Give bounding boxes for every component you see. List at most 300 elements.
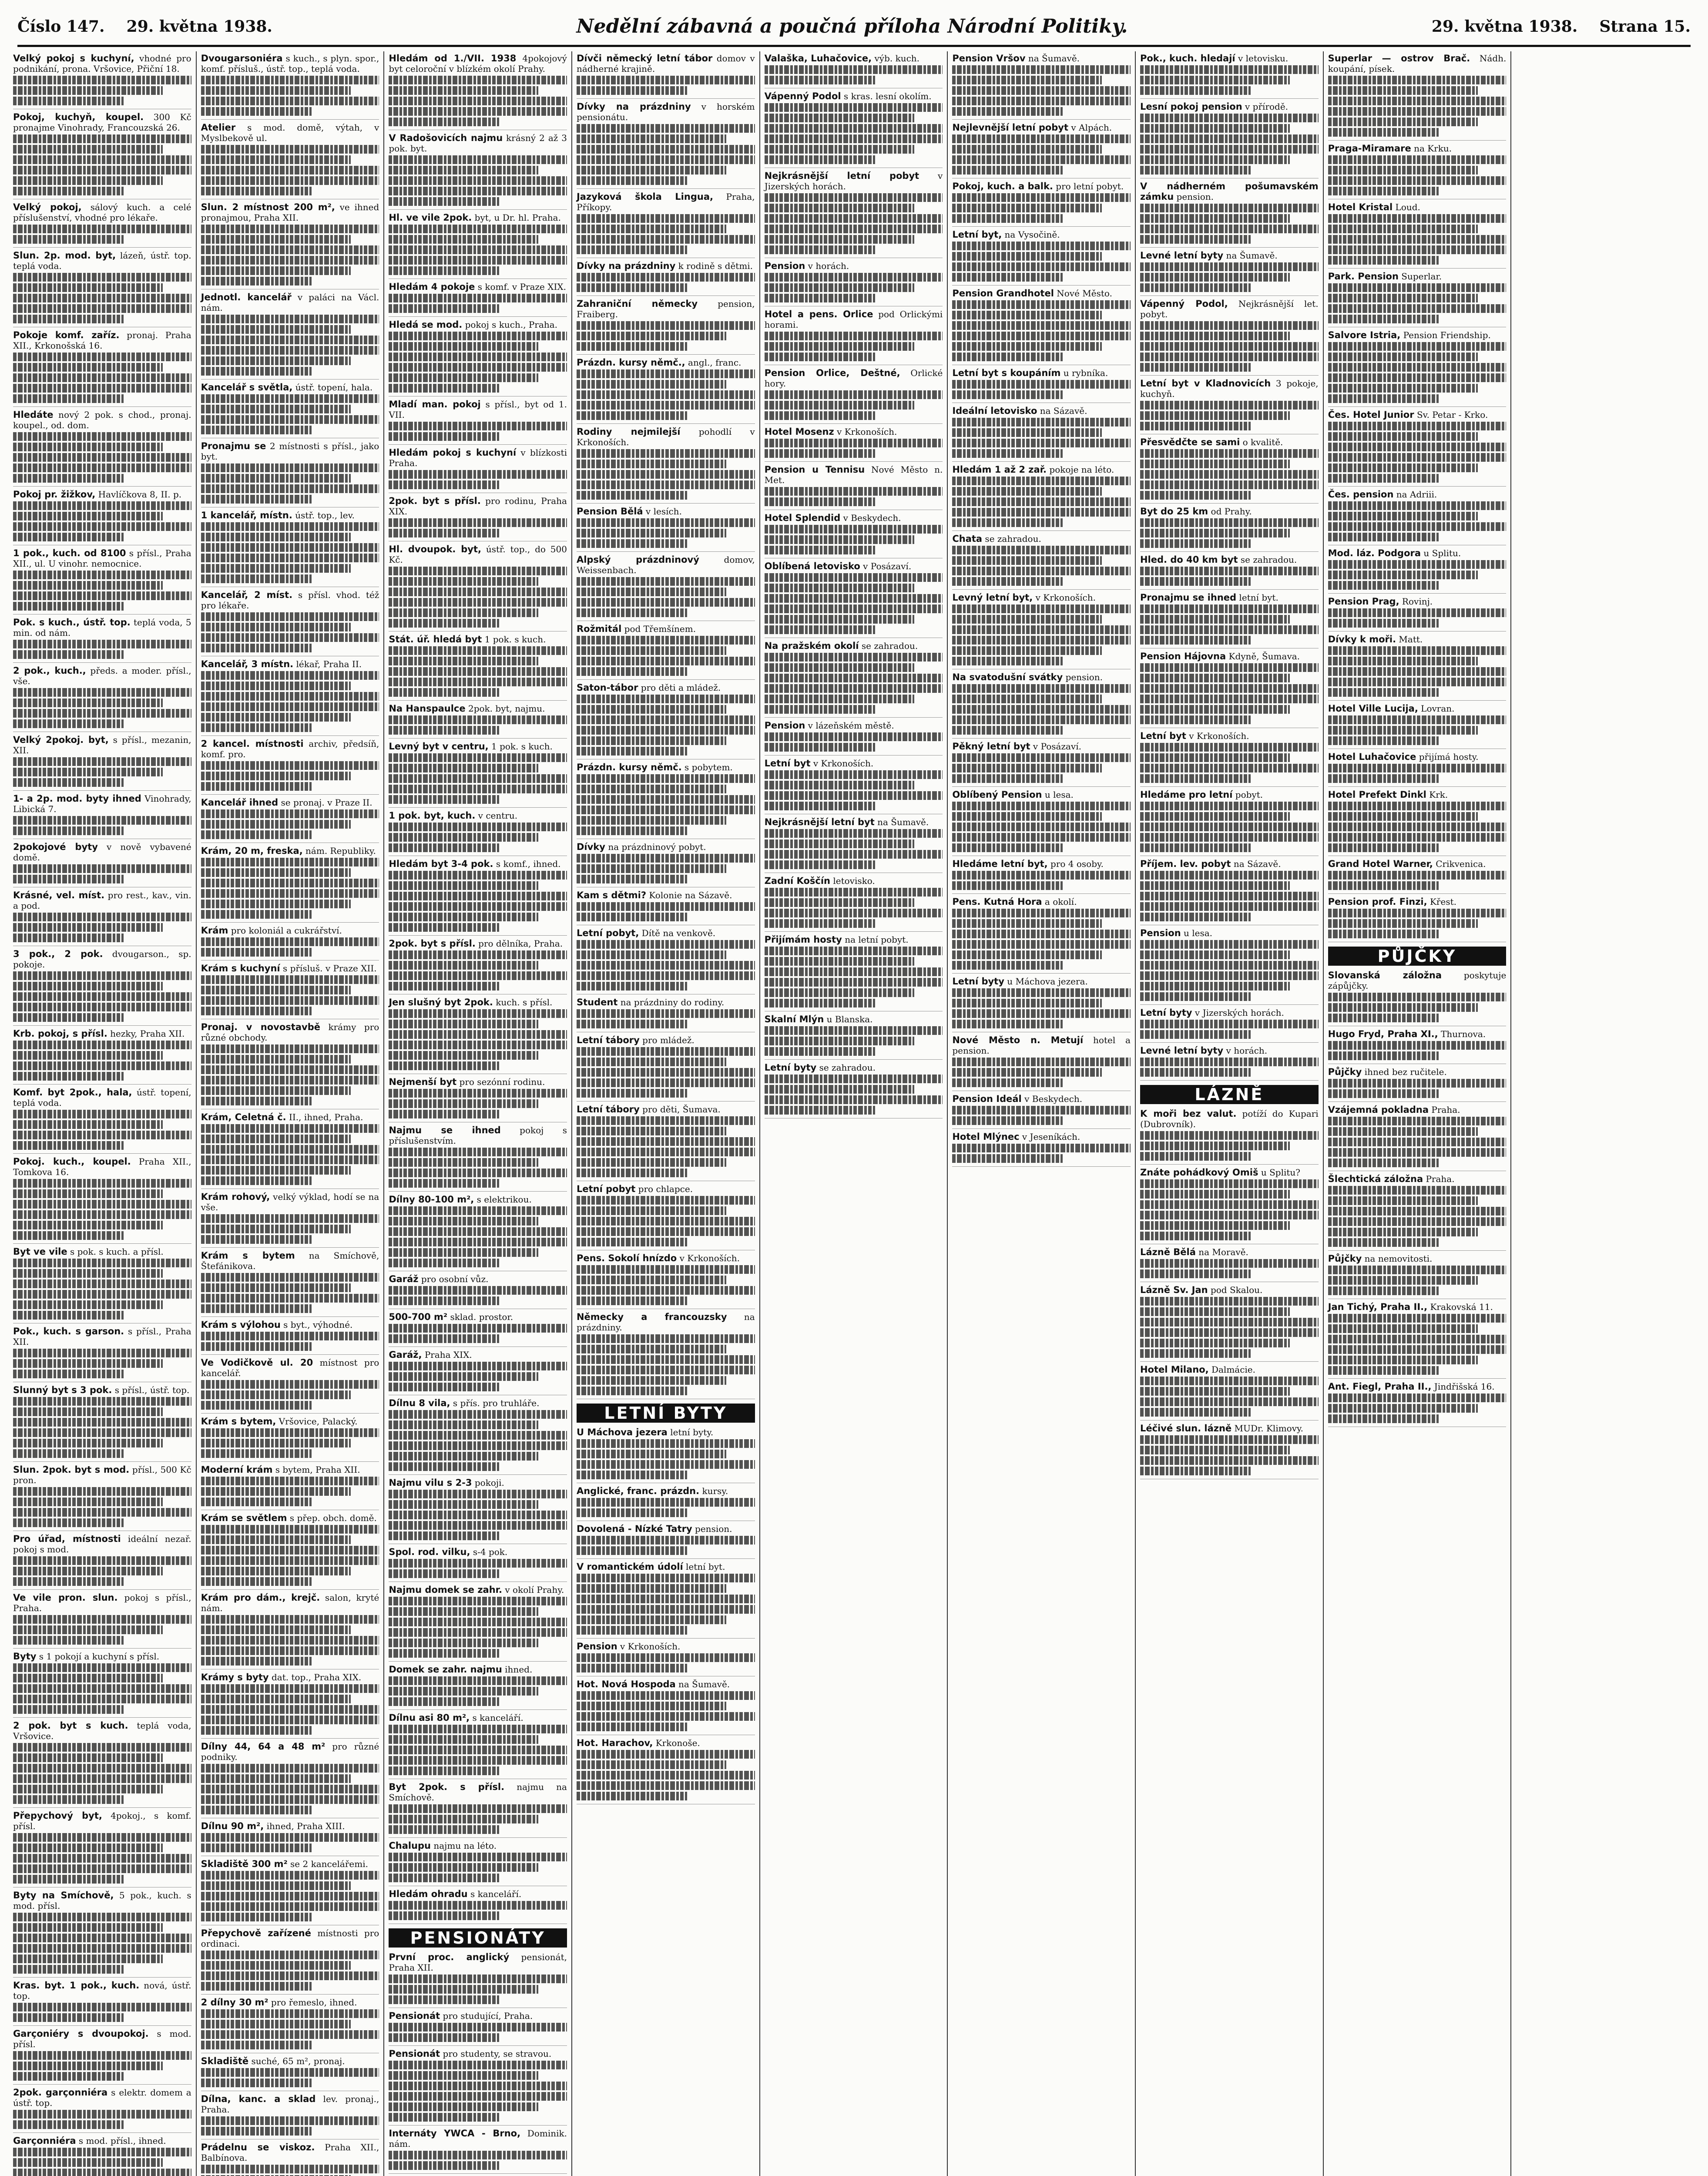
classified-ad <box>1328 1253 1507 1299</box>
ad-text: letovisko. <box>830 876 875 886</box>
ad-title: Mladí man. pokoj <box>389 399 481 410</box>
classified-ad <box>13 1246 191 1323</box>
ad-text: pod Orlickými horami. <box>764 309 943 330</box>
ad-body-lines <box>13 571 191 611</box>
classified-ad <box>13 793 191 839</box>
ad-title: Skladiště 300 m² <box>201 1859 288 1869</box>
ad-body-lines <box>952 684 1131 735</box>
ad-text: Dominik. nám. <box>389 2128 567 2149</box>
ad-title: Velký pokoj s kuchyní, <box>13 53 134 64</box>
classified-ad <box>577 1561 755 1639</box>
ad-title: Skladiště <box>201 2056 249 2066</box>
ad-text: ve ihned pronajmou, Praha XII. <box>201 202 379 223</box>
ad-body-lines <box>577 214 755 254</box>
classified-ad <box>13 202 191 248</box>
ad-body-lines <box>389 1901 567 1920</box>
ad-title: Pens. Kutná Hora <box>952 897 1042 907</box>
ad-text: salon, kryté nám. <box>201 1592 379 1613</box>
classified-ad <box>1140 1167 1319 1244</box>
classified-ad <box>389 938 567 994</box>
classified-ad <box>765 426 943 462</box>
ad-title: Dívky na prázdniny <box>576 101 691 112</box>
ad-body-lines <box>1328 76 1507 137</box>
classified-ad <box>1328 703 1507 749</box>
classified-ad <box>201 1997 379 2053</box>
ad-title: První proc. anglický <box>389 1952 510 1962</box>
column-1 <box>9 51 197 2176</box>
classified-ad <box>577 624 755 680</box>
ad-body-lines <box>389 1804 567 1834</box>
classified-ad <box>577 1184 755 1250</box>
ad-body-lines <box>952 242 1131 282</box>
classified-ad <box>201 1416 379 1462</box>
classified-ad <box>1328 789 1507 856</box>
classified-ad <box>13 1087 191 1154</box>
classified-ad <box>201 1357 379 1414</box>
classified-ad <box>13 1385 191 1462</box>
ad-text: v centru. <box>475 810 518 821</box>
ad-body-lines <box>201 1428 379 1458</box>
ad-title: Alpský prázdninový <box>576 554 699 565</box>
ad-body-lines <box>13 864 191 883</box>
section-banner: PŮJČKY <box>1328 947 1507 966</box>
ad-text: nová, ústř. top. <box>13 1980 191 2001</box>
ad-text: potíží do Kupari (Dubrovník). <box>1140 1108 1319 1129</box>
ad-body-lines <box>765 947 943 1007</box>
classified-ad <box>952 672 1131 739</box>
ad-title: 2 pok. byt s kuch. <box>13 1720 128 1731</box>
classified-ad <box>13 1890 191 1978</box>
ad-title: Hledám byt 3-4 pok. <box>389 859 493 869</box>
ad-title: Hledám od 1./VII. 1938 <box>389 53 517 64</box>
ad-title: Hledám pokoj s kuchyní <box>389 447 517 458</box>
ad-title: Pokoj, kuch. a balk. <box>952 181 1053 191</box>
classified-ad <box>201 963 379 1019</box>
ad-title: Pension <box>1140 928 1181 938</box>
ad-text: na prázdniny do rodiny. <box>617 997 725 1007</box>
ad-body-lines <box>577 1536 755 1555</box>
ad-title: Znáte pohádkový Omiš <box>1140 1167 1258 1178</box>
classified-ad <box>577 1641 755 1676</box>
ad-text: v Krkonoších. <box>810 758 874 769</box>
ad-text: na Moravě. <box>1195 1247 1248 1257</box>
classified-ad <box>952 406 1131 462</box>
ad-text: Praha. <box>1429 1105 1460 1115</box>
ad-text: na Sázavě. <box>1231 859 1281 869</box>
ad-title: 2 kancel. místnosti <box>201 739 304 749</box>
classified-ad <box>765 817 943 873</box>
ad-title: Pension Prag, <box>1328 596 1399 607</box>
ad-title: Byt 2pok. s přísl. <box>389 1782 505 1792</box>
classified-ad <box>389 1194 567 1271</box>
ad-body-lines <box>1328 214 1507 265</box>
ad-body-lines <box>577 636 755 676</box>
classified-ad <box>1328 53 1507 141</box>
ad-body-lines <box>201 2116 379 2136</box>
ad-body-lines <box>13 2110 191 2129</box>
classified-ad <box>577 261 755 296</box>
ad-body-lines <box>13 1556 191 1586</box>
ad-text: pro děti, Šumava. <box>639 1104 721 1115</box>
classified-ad <box>577 1679 755 1735</box>
ad-title: Pěkný letní byt <box>952 741 1030 752</box>
ad-text: s přísluš. v Praze XII. <box>280 963 377 974</box>
ad-title: Dívky k moři. <box>1328 634 1396 645</box>
ad-text: přijímá hosty. <box>1416 752 1479 762</box>
ad-title: Hugo Fryd, Praha XI., <box>1328 1029 1438 1039</box>
classified-ad <box>577 842 755 887</box>
ad-text: nový 2 pok. s chod., pronaj. koupel., od. dom. <box>13 410 191 430</box>
ad-text: suché, 65 m², pronaj. <box>248 2056 345 2066</box>
ad-text: s přísl., Praha XII., ul. U vinohr. nemocnice. <box>13 548 191 569</box>
ad-body-lines <box>389 1559 567 1578</box>
classified-ad <box>765 91 943 168</box>
classified-ad <box>201 202 379 289</box>
classified-ad <box>13 548 191 615</box>
classified-ad <box>765 641 943 718</box>
ad-body-lines <box>1328 501 1507 541</box>
classified-ad <box>765 758 943 814</box>
classified-ad <box>389 1664 567 1710</box>
page-number: Strana 15. <box>1599 17 1691 36</box>
ad-title: Slovanská záložna <box>1328 970 1442 981</box>
ad-text: archiv, předsíň, komf. pro. <box>201 739 379 759</box>
classified-ad <box>1328 596 1507 631</box>
classified-ad <box>201 2094 379 2139</box>
ad-text: v Posázaví. <box>860 561 912 571</box>
ad-body-lines <box>389 294 567 313</box>
ad-text: II., ihned, Praha. <box>286 1112 363 1122</box>
classified-ad <box>1328 1105 1507 1171</box>
ad-text: u Splitu? <box>1258 1167 1301 1178</box>
ad-text: v Krkonoších. <box>1033 592 1096 603</box>
ad-title: Pension Bělá <box>576 506 643 517</box>
ad-title: Pokoj pr. žižkov, <box>13 489 96 500</box>
classified-ad <box>952 1132 1131 1167</box>
classified-ad <box>389 810 567 856</box>
ad-title: Hledáme letní byt, <box>952 859 1048 869</box>
classified-ad <box>201 1250 379 1317</box>
classified-ad <box>765 368 943 424</box>
classified-ad <box>201 1022 379 1109</box>
ad-body-lines <box>201 1273 379 1313</box>
ad-body-lines <box>201 1044 379 1105</box>
ad-body-lines <box>201 225 379 285</box>
ad-text: na Šumavě. <box>1025 53 1080 64</box>
ad-title: Lesní pokoj pension <box>1140 101 1242 112</box>
ad-text: ihned. <box>502 1664 533 1675</box>
classified-ad <box>13 735 191 791</box>
ad-title: Hot. Harachov, <box>576 1738 653 1748</box>
classified-ad <box>952 229 1131 285</box>
classified-ad <box>201 441 379 507</box>
ad-text: s bytem, Praha XII. <box>272 1464 360 1475</box>
ad-title: Kancelář, 2 míst. <box>201 590 293 600</box>
ad-body-lines <box>13 1833 191 1884</box>
ad-title: Pok., kuch. hledají <box>1140 53 1235 64</box>
ad-title: Garáž, <box>389 1350 422 1360</box>
ad-text: pro sezónní rodinu. <box>456 1077 545 1087</box>
ad-title: Pronajmu se ihned <box>1140 592 1237 603</box>
ad-text: 2pok. byt, najmu. <box>465 703 545 714</box>
classified-ad <box>201 1513 379 1590</box>
classified-ad <box>201 846 379 923</box>
ad-title: Dívky na prázdniny <box>576 261 676 271</box>
ad-title: Chalupu <box>389 1840 431 1851</box>
classified-ad <box>1328 489 1507 545</box>
ad-text: letní byt. <box>1236 592 1278 603</box>
ad-title: Dílnu 8 vila, <box>389 1398 450 1408</box>
ad-body-lines <box>201 1684 379 1735</box>
classified-ad <box>389 1350 567 1395</box>
ad-text: Sv. Petar - Krko. <box>1414 410 1488 420</box>
ad-text: v Jizerských horách. <box>764 171 943 191</box>
ad-title: Hotel Mlýnec <box>952 1132 1020 1142</box>
ad-title: Komf. byt 2pok., hala, <box>13 1087 132 1098</box>
classified-ad <box>577 1486 755 1521</box>
classified-ad <box>1328 970 1507 1026</box>
ad-text: Nejkrásnější let. pobyt. <box>1140 299 1319 319</box>
ad-text: Nové Město n. Met. <box>764 464 943 485</box>
ad-title: Krám, Celetná č. <box>201 1112 286 1122</box>
classified-ad <box>201 292 379 379</box>
ad-text: Matt. <box>1396 634 1423 645</box>
ad-text: 2 místnosti s přísl., jako byt. <box>201 441 379 462</box>
ad-title: Kancelář, 3 místn. <box>201 659 294 669</box>
ad-text: najmu na léto. <box>431 1840 497 1851</box>
ad-text: s elektr. domem a ústř. top. <box>13 2087 191 2108</box>
ad-title: Zahraniční německy <box>576 299 698 309</box>
ad-text: s přís. pro truhláře. <box>450 1398 540 1408</box>
ad-text: v Beskydech. <box>1021 1094 1083 1104</box>
ad-body-lines <box>577 1750 755 1800</box>
classified-ad <box>1140 651 1319 728</box>
ad-body-lines <box>389 1725 567 1775</box>
issue-info <box>17 17 272 36</box>
classified-ad <box>952 1035 1131 1091</box>
ad-text: pro různé podniky. <box>201 1741 379 1762</box>
ad-body-lines <box>389 1853 567 1882</box>
ad-text: 1 pok. s kuch. <box>488 741 553 752</box>
ad-body-lines <box>1140 518 1319 548</box>
ad-body-lines <box>577 449 755 500</box>
classified-ad <box>1328 859 1507 894</box>
classified-ad <box>1328 752 1507 787</box>
classified-ad <box>201 382 379 438</box>
classified-ad <box>1140 1364 1319 1420</box>
classified-ad <box>389 1398 567 1475</box>
classified-ad <box>952 53 1131 120</box>
ad-body-lines <box>1328 1041 1507 1060</box>
ad-title: Student <box>576 997 618 1007</box>
section-banner: LETNÍ BYTY <box>577 1404 755 1423</box>
ad-title: Byt do 25 km <box>1140 506 1208 517</box>
classified-ad <box>201 1592 379 1669</box>
ad-body-lines <box>1328 764 1507 783</box>
ad-body-lines <box>765 193 943 254</box>
ad-text: Dalmácie. <box>1208 1364 1256 1375</box>
classified-ad <box>765 261 943 306</box>
ad-body-lines <box>765 1075 943 1115</box>
ad-body-lines <box>389 1975 567 2004</box>
ad-text: pension. <box>1174 191 1214 202</box>
ad-text: na Adriii. <box>1393 489 1437 500</box>
ad-text: s mod. domě, výtah, v Myslbekově ul. <box>201 122 379 143</box>
classified-ad <box>201 1112 379 1189</box>
ad-title: Moderní krám <box>201 1464 273 1475</box>
classified-ad <box>1328 1302 1507 1379</box>
ad-body-lines <box>1328 871 1507 890</box>
ad-text: ihned bez ručitele. <box>1362 1067 1447 1077</box>
ad-title: Pension <box>764 261 805 271</box>
ad-title: Jazyková škola Lingua, <box>576 191 713 202</box>
ad-body-lines <box>1328 560 1507 590</box>
ad-text: u lesa. <box>1181 928 1213 938</box>
ad-body-lines <box>389 823 567 852</box>
ad-body-lines <box>201 2009 379 2049</box>
ad-body-lines <box>201 1380 379 1410</box>
classified-ad <box>1140 592 1319 648</box>
classified-ad <box>1140 506 1319 552</box>
classified-ad <box>13 489 191 545</box>
classified-ad <box>13 112 191 199</box>
ad-body-lines <box>1328 1117 1507 1167</box>
ad-text: s mod. přísl. <box>13 2028 191 2049</box>
ad-body-lines <box>1140 743 1319 783</box>
ad-text: sálový kuch. a celé příslušenství, vhodné pro lékaře. <box>13 202 191 223</box>
ad-text: pension. <box>1063 672 1103 682</box>
ad-body-lines <box>1140 449 1319 500</box>
ad-text: s pok. s kuch. a přísl. <box>67 1246 164 1257</box>
ad-body-lines <box>389 646 567 697</box>
classified-ad <box>389 399 567 445</box>
ad-text: pro studenty, se stravou. <box>440 2048 552 2059</box>
classified-ad <box>1328 271 1507 327</box>
ad-text: místnost pro kancelář. <box>201 1357 379 1378</box>
ad-text: pokoj s přísl., Praha. <box>13 1592 191 1613</box>
ad-body-lines <box>389 950 567 991</box>
classified-ad <box>577 762 755 839</box>
classified-ad <box>389 2048 567 2126</box>
page-info <box>1432 17 1691 36</box>
classified-ad <box>765 513 943 558</box>
classified-ad <box>13 1980 191 2026</box>
ad-text: v Krkonoších. <box>677 1253 740 1263</box>
classified-ad <box>389 1125 567 1192</box>
ad-title: Letní byty <box>952 976 1004 987</box>
classified-ad <box>765 934 943 1011</box>
ad-title: Letní byt s koupáním <box>952 368 1061 378</box>
classified-ad <box>389 1840 567 1886</box>
ad-title: Hledáte <box>13 410 54 420</box>
ad-title: Oblíbený Pension <box>952 789 1042 800</box>
ad-title: 2pok. garçonniéra <box>13 2087 108 2098</box>
classified-ad <box>389 634 567 701</box>
ad-text: s přísl., ústř. top. <box>112 1385 190 1395</box>
ad-text: pro řemeslo, ihned. <box>268 1997 357 2008</box>
ad-body-lines <box>577 577 755 617</box>
ad-body-lines <box>389 1206 567 1267</box>
ad-body-lines <box>13 76 191 105</box>
ad-title: Čes. Hotel Junior <box>1328 410 1414 420</box>
ad-title: Ve Vodičkově ul. 20 <box>201 1357 313 1368</box>
ad-title: Saton-tábor <box>576 682 638 693</box>
classified-ad <box>577 1035 755 1101</box>
ad-body-lines <box>765 273 943 302</box>
ad-title: Hledám 4 pokoje <box>389 282 475 292</box>
ad-body-lines <box>765 1026 943 1056</box>
classified-ad <box>389 997 567 1074</box>
ad-title: Kancelář s světla, <box>201 382 293 393</box>
ad-title: Hl. dvoupok. byt, <box>389 544 481 554</box>
ad-text: v Beskydech. <box>840 513 901 523</box>
ad-text: na Šumavě. <box>1223 250 1278 261</box>
ad-title: Pension prof. Finzi, <box>1328 897 1427 907</box>
ad-body-lines <box>13 640 191 659</box>
ad-body-lines <box>1140 114 1319 175</box>
ad-body-lines <box>389 1490 567 1540</box>
ad-body-lines <box>1140 65 1319 95</box>
ad-text: v okolí Prahy. <box>502 1585 564 1595</box>
ad-text: pro mládež. <box>639 1035 695 1045</box>
ad-body-lines <box>952 753 1131 783</box>
ad-text: s pobytem. <box>681 762 733 772</box>
ad-body-lines <box>201 1764 379 1814</box>
classified-ad <box>1328 548 1507 594</box>
classified-ad <box>577 1738 755 1804</box>
ad-title: Půjčky <box>1328 1253 1362 1264</box>
ad-text: ústř. top., do 500 Kč. <box>389 544 567 565</box>
ad-title: Pokoj, kuchyň, koupel. <box>13 112 144 122</box>
ad-title: Grand Hotel Warner, <box>1328 859 1433 869</box>
page-date: 29. května 1938. <box>1431 17 1578 36</box>
ad-text: dvougarson., sp. pokoje. <box>13 949 191 970</box>
ad-body-lines <box>952 604 1131 665</box>
classified-ad <box>577 506 755 552</box>
ad-title: Pro úřad, místnosti <box>13 1534 121 1544</box>
classified-ad <box>765 1062 943 1118</box>
ad-body-lines <box>201 145 379 195</box>
ad-title: Na svatodušní svátky <box>952 672 1063 682</box>
ad-body-lines <box>577 695 755 756</box>
ad-title: Lázně Bělá <box>1140 1247 1196 1257</box>
ad-body-lines <box>577 518 755 548</box>
ad-body-lines <box>389 1410 567 1471</box>
ad-body-lines <box>765 103 943 164</box>
classified-ad <box>952 592 1131 669</box>
ad-text: Superlar. <box>1398 271 1442 282</box>
ad-text: pokoj s kuch., Praha. <box>462 319 558 330</box>
ad-title: Kras. byt. 1 pok., kuch. <box>13 1980 140 1991</box>
ad-text: s byt., výhodné. <box>280 1320 353 1330</box>
ad-title: Krb. pokoj, s přísl. <box>13 1028 107 1039</box>
ad-title: Garçonniéra <box>13 2136 76 2146</box>
ad-body-lines <box>765 487 943 506</box>
classified-ad <box>952 859 1131 894</box>
ad-text: v letovisku. <box>1235 53 1289 64</box>
ad-body-lines <box>201 2165 379 2176</box>
classified-ad <box>1328 202 1507 269</box>
ad-title: Krám s výlohou <box>201 1320 281 1330</box>
ad-text: Thurnova. <box>1438 1029 1486 1039</box>
ad-text: pro koloniál a cukrářství. <box>228 925 342 936</box>
ad-text: angl., franc. <box>685 357 742 368</box>
ad-body-lines <box>13 1487 191 1527</box>
ad-text: pension, Fraiberg. <box>576 299 755 319</box>
ad-text: pro rodinu, Praha XIX. <box>389 496 567 517</box>
ad-text: u rybníka. <box>1060 368 1108 378</box>
classified-ad <box>765 309 943 365</box>
